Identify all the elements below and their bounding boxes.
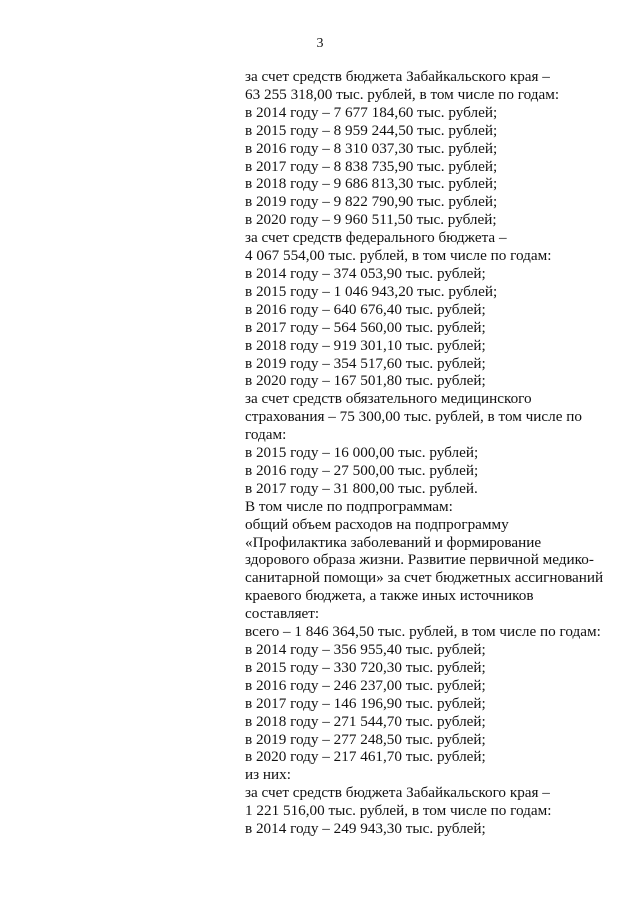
text-line: за счет средств бюджета Забайкальского края –: [245, 784, 550, 802]
text-line: за счет средств обязательного медицинского: [245, 390, 532, 408]
text-line: в 2015 году – 8 959 244,50 тыс. рублей;: [245, 121, 498, 139]
text-line: в 2016 году – 640 676,40 тыс. рублей;: [245, 300, 486, 318]
text-line: в 2016 году – 246 237,00 тыс. рублей;: [245, 676, 486, 694]
text-line: в 2017 году – 8 838 735,90 тыс. рублей;: [245, 157, 498, 175]
text-line: в 2014 году – 356 955,40 тыс. рублей;: [245, 641, 486, 658]
text-line: в 2017 году – 564 560,00 тыс. рублей;: [245, 318, 486, 336]
text-line: В том числе по подпрограммам:: [245, 497, 453, 515]
text-line: в 2016 году – 27 500,00 тыс. рублей;: [245, 461, 479, 479]
text-line: общий объем расходов на подпрограмму: [245, 515, 509, 533]
text-line: страхования – 75 300,00 тыс. рублей, в том числе по: [245, 408, 583, 426]
page-number: 3: [316, 36, 324, 51]
text-line: в 2020 году – 167 501,80 тыс. рублей;: [245, 372, 486, 390]
text-line: в 2015 году – 1 046 943,20 тыс. рублей;: [245, 282, 498, 300]
text-line: 1 221 516,00 тыс. рублей, в том числе по годам:: [245, 802, 552, 820]
text-line: составляет:: [245, 605, 320, 623]
text-line: в 2019 году – 354 517,60 тыс. рублей;: [245, 354, 486, 372]
text-line: в 2019 году – 277 248,50 тыс. рублей;: [245, 730, 486, 748]
text-line: в 2016 году – 8 310 037,30 тыс. рублей;: [245, 139, 498, 157]
text-line: в 2014 году – 374 053,90 тыс. рублей;: [245, 264, 486, 282]
document-text-block: [245, 68, 630, 838]
text-line: 63 255 318,00 тыс. рублей, в том числе по годам:: [245, 85, 560, 103]
text-line: санитарной помощи» за счет бюджетных ассигнований: [245, 569, 604, 587]
text-line: в 2018 году – 9 686 813,30 тыс. рублей;: [245, 175, 498, 193]
text-line: в 2020 году – 217 461,70 тыс. рублей;: [245, 748, 486, 766]
text-line: всего – 1 846 364,50 тыс. рублей, в том числе по годам:: [245, 623, 601, 641]
text-line: годам:: [245, 426, 287, 444]
text-line: здорового образа жизни. Развитие первичной медико-: [245, 551, 594, 569]
text-line: в 2018 году – 919 301,10 тыс. рублей;: [245, 336, 486, 354]
text-line: в 2015 году – 16 000,00 тыс. рублей;: [245, 444, 479, 462]
text-line: «Профилактика заболеваний и формирование: [245, 533, 542, 551]
text-line: из них:: [245, 766, 291, 784]
text-line: в 2017 году – 146 196,90 тыс. рублей;: [245, 694, 486, 712]
text-line: в 2014 году – 7 677 184,60 тыс. рублей;: [245, 103, 498, 121]
text-line: в 2020 году – 9 960 511,50 тыс. рублей;: [245, 211, 497, 229]
text-line: в 2019 году – 9 822 790,90 тыс. рублей;: [245, 193, 498, 211]
text-line: за счет средств бюджета Забайкальского края –: [245, 68, 550, 85]
text-line: в 2014 году – 249 943,30 тыс. рублей;: [245, 820, 486, 838]
text-line: 4 067 554,00 тыс. рублей, в том числе по годам:: [245, 247, 552, 265]
text-line: в 2015 году – 330 720,30 тыс. рублей;: [245, 658, 486, 676]
text-line: за счет средств федерального бюджета –: [245, 229, 507, 247]
text-line: в 2018 году – 271 544,70 тыс. рублей;: [245, 712, 486, 730]
text-line: в 2017 году – 31 800,00 тыс. рублей.: [245, 479, 478, 497]
text-line: краевого бюджета, а также иных источников: [245, 587, 534, 605]
